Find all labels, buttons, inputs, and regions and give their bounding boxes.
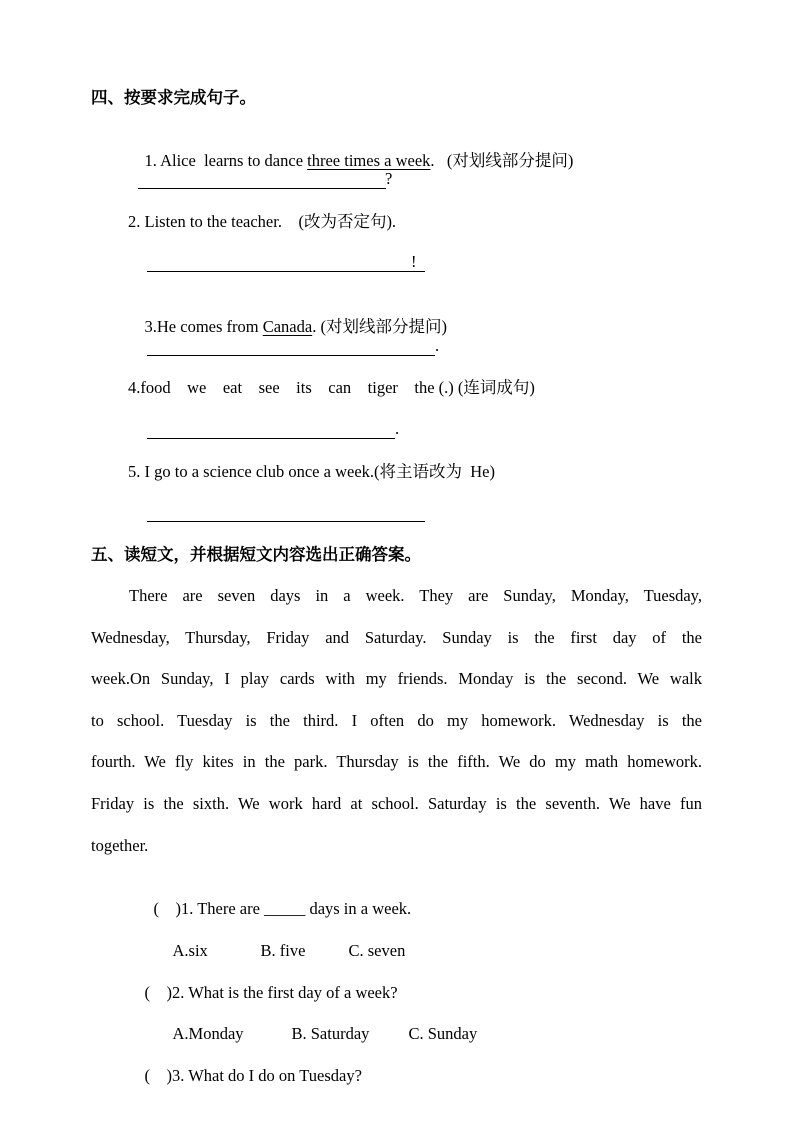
question-4-2: 2. Listen to the teacher. (改为否定句). <box>128 212 397 231</box>
passage-line: Wednesday, Thursday, Friday and Saturday. Sunday is the first day of the <box>91 628 702 647</box>
answer-line-4-ending: . <box>395 419 400 438</box>
answer-line-1[interactable] <box>138 169 398 191</box>
q3-underlined-phrase: Canada <box>262 317 313 336</box>
section-5-heading: 五、读短文，并根据短文内容选出正确答案。 <box>91 545 421 564</box>
passage-line: fourth. We fly kites in the park. Thursday is the fifth. We do my math homework. <box>91 752 702 771</box>
q1-text-before: 1. Alice learns to dance <box>144 151 308 170</box>
passage-line: week.On Sunday, I play cards with my friends. Monday is the second. We walk <box>91 669 702 688</box>
answer-paren-2[interactable]: ( ) <box>144 983 172 1002</box>
answer-line-1-ending: ? <box>385 169 393 188</box>
reading-question-1-text: 1. There are _____ days in a week. <box>181 899 412 918</box>
answer-line-3[interactable] <box>147 336 447 358</box>
answer-line-3-ending: . <box>435 336 440 355</box>
option-b[interactable]: B. five <box>260 941 306 960</box>
option-c[interactable]: C. seven <box>348 941 406 960</box>
q3-text-after: . (对划线部分提问) <box>312 317 447 336</box>
q1-text-after: . (对划线部分提问) <box>430 151 574 170</box>
passage-line: Friday is the sixth. We work hard at school. Saturday is the seventh. We have fun <box>91 794 702 813</box>
answer-line-2[interactable] <box>147 252 427 274</box>
answer-paren-1[interactable]: ( ) <box>153 899 181 918</box>
passage-line: to school. Tuesday is the third. I often do my homework. Wednesday is the <box>91 711 702 730</box>
answer-line-5[interactable] <box>147 502 427 524</box>
q3-text-before: 3.He comes from <box>144 317 263 336</box>
option-a[interactable]: A.Monday <box>172 1024 244 1043</box>
section-4-heading: 四、按要求完成句子。 <box>91 88 256 107</box>
q1-underlined-phrase: three times a week <box>307 151 431 170</box>
option-a[interactable]: A.six <box>172 941 208 960</box>
answer-paren-3[interactable]: ( ) <box>144 1066 172 1085</box>
question-4-5: 5. I go to a science club once a week.(将主语改为 He) <box>128 462 495 481</box>
passage-line: There are seven days in a week. They are Sunday, Monday, Tuesday, <box>129 586 702 605</box>
option-b[interactable]: B. Saturday <box>291 1024 370 1043</box>
passage-line: together. <box>91 836 149 855</box>
option-c[interactable]: C. Sunday <box>408 1024 478 1043</box>
reading-question-2-text: 2. What is the first day of a week? <box>172 983 398 1002</box>
question-4-4: 4.food we eat see its can tiger the (.) (连词成句) <box>128 378 535 397</box>
reading-question-3-text: 3. What do I do on Tuesday? <box>172 1066 362 1085</box>
answer-line-2-ending: ! <box>411 252 417 271</box>
reading-question-3 <box>128 1043 362 1109</box>
answer-line-4[interactable] <box>147 419 407 441</box>
